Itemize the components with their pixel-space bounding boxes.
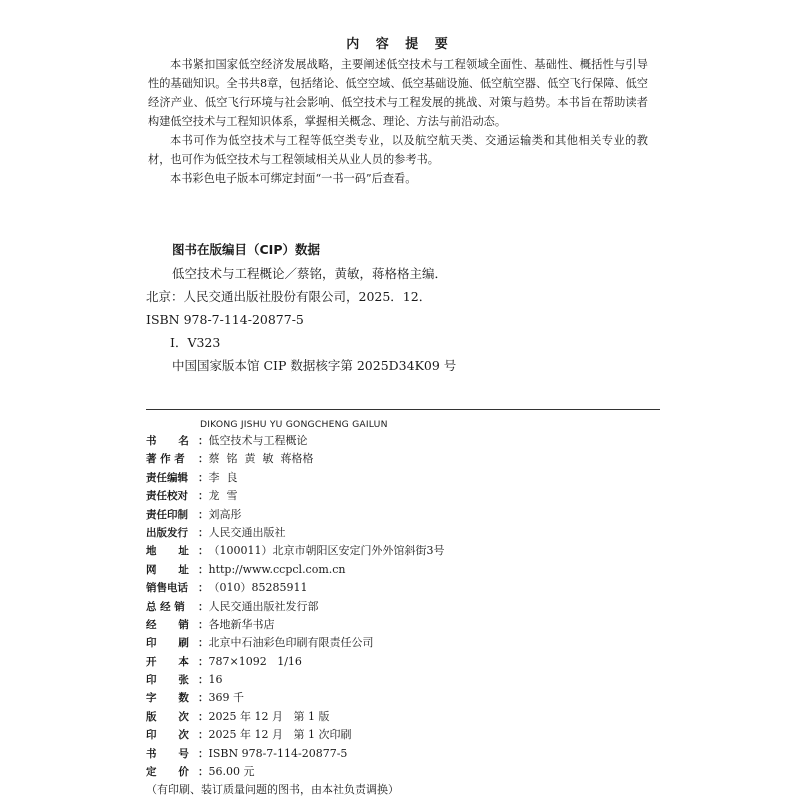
cip-block (146, 240, 656, 377)
credit-label: 总 经 销 (146, 600, 185, 613)
summary-paragraph: 本书可作为低空技术与工程等低空类专业，以及航空航天类、交通运输类和其他相关专业的教材，也可作为低空技术与工程领域相关从业人员的参考书。 (148, 134, 648, 166)
credit-label: 经 销 (146, 618, 189, 631)
colon: ： (198, 729, 209, 742)
credit-row (146, 561, 666, 579)
cip-line: 北京：人民交通出版社股份有限公司，2025．12． (146, 289, 432, 304)
credit-label: 销售电话 (146, 582, 188, 595)
colon: ： (198, 600, 209, 613)
colon: ： (198, 618, 209, 631)
credits-list (146, 432, 666, 800)
website-link[interactable]: http://www.ccpcl.com.cn (208, 562, 346, 576)
credit-value: 16 (208, 673, 223, 687)
credit-label: 印 次 (146, 729, 189, 742)
credit-label: 书 名 (146, 435, 189, 447)
credit-row (146, 671, 666, 689)
summary-text (148, 55, 648, 188)
colon: ： (198, 766, 209, 779)
credit-value: 北京中石油彩色印刷有限责任公司 (208, 636, 374, 650)
credit-label: 开 本 (146, 655, 189, 668)
credit-value: （100011）北京市朝阳区安定门外外馆斜街3号 (208, 544, 445, 558)
credit-value: 2025 年 12 月 第 1 版 (208, 709, 330, 723)
colon: ： (198, 655, 209, 668)
colon: ： (198, 674, 209, 687)
credit-row (146, 450, 666, 468)
credit-row (146, 653, 666, 671)
colon: ： (198, 563, 209, 576)
cip-line: 低空技术与工程概论／蔡铭，黄敏，蒋格格主编． (172, 266, 448, 281)
credit-row (146, 708, 666, 726)
credit-row (146, 524, 666, 542)
credit-label: 定 价 (146, 766, 189, 779)
cip-line: ISBN 978-7-114-20877-5 (146, 312, 304, 327)
credit-label: 责任印制 (146, 508, 188, 521)
credit-row (146, 487, 666, 505)
credit-label: 责任校对 (146, 490, 188, 503)
colon: ： (198, 710, 209, 723)
credit-value: 56.00 元 (208, 765, 255, 779)
credit-label: 著 作 者 (146, 453, 185, 466)
credit-value: 蔡 铭 黄 敏 蒋格格 (208, 452, 314, 466)
credit-row (146, 634, 666, 652)
colon: ： (198, 490, 209, 503)
summary-paragraph: 本书紧扣国家低空经济发展战略，主要阐述低空技术与工程领域全面性、基础性、概括性与引导性的基础知识。全书共8章，包括绪论、低空空域、低空基础设施、低空航空器、低空飞行保障、低空经济产业、低空飞行环境与社会影响、低空技术与工程发展的挑战、对策与趋势。本书旨在帮助读者构建低空技术与工程知识体系，掌握相关概念、理论、方法与前沿动态。 (148, 58, 648, 128)
credit-value: （010）85285911 (208, 581, 308, 595)
credit-row (146, 469, 666, 487)
credit-label: 责任编辑 (146, 471, 188, 484)
credit-value: 低空技术与工程概论 (208, 434, 308, 447)
cip-heading: 图书在版编目（CIP）数据 (172, 242, 320, 257)
credit-value: 各地新华书店 (208, 617, 275, 631)
credit-label: 版 次 (146, 710, 189, 723)
colon: ： (198, 582, 209, 595)
credit-label: 出版发行 (146, 526, 188, 539)
credit-row (146, 432, 666, 450)
cip-line: 中国国家版本馆 CIP 数据核字第 2025D34K09 号 (172, 358, 457, 373)
credit-row (146, 542, 666, 560)
colon: ： (198, 692, 209, 705)
credit-row (146, 579, 666, 597)
credit-label: 印 刷 (146, 637, 189, 650)
credit-value: 787×1092 1/16 (208, 654, 302, 668)
colon: ： (198, 508, 209, 521)
credit-label: 书 号 (146, 747, 189, 760)
credit-row (146, 763, 666, 781)
credit-label: 字 数 (146, 692, 189, 705)
divider (146, 409, 660, 410)
credit-row (146, 616, 666, 634)
pinyin-title: DIKONG JISHU YU GONGCHENG GAILUN (200, 419, 388, 430)
summary-paragraph: 本书彩色电子版本可绑定封面“一书一码”后查看。 (170, 172, 417, 185)
colon: ： (198, 747, 209, 760)
credit-label: 地 址 (146, 545, 189, 558)
credit-value: ISBN 978-7-114-20877-5 (208, 746, 348, 760)
credit-row (146, 598, 666, 616)
colon: ： (198, 435, 209, 447)
credit-value: 人民交通出版社发行部 (208, 599, 319, 613)
credit-label: 网 址 (146, 563, 189, 576)
colon: ： (198, 637, 209, 650)
credit-value: 369 千 (208, 691, 244, 705)
cip-line: Ⅰ．V323 (170, 335, 221, 350)
credit-row (146, 689, 666, 707)
credit-row (146, 726, 666, 744)
colon: ： (198, 526, 209, 539)
credit-row (146, 745, 666, 763)
quality-note: （有印刷、装订质量问题的图书，由本社负责调换） (146, 783, 399, 797)
colon: ： (198, 453, 209, 466)
credit-value: 龙 雪 (208, 489, 238, 503)
credit-value: 人民交通出版社 (208, 525, 286, 539)
colon: ： (198, 545, 209, 558)
credit-value: 李 良 (208, 470, 238, 484)
colon: ： (198, 471, 209, 484)
credit-value: 2025 年 12 月 第 1 次印刷 (208, 728, 352, 742)
credit-row (146, 506, 666, 524)
credit-value: 刘高彤 (208, 507, 242, 521)
credit-label: 印 张 (146, 674, 189, 687)
summary-title: 内 容 提 要 (346, 37, 454, 52)
